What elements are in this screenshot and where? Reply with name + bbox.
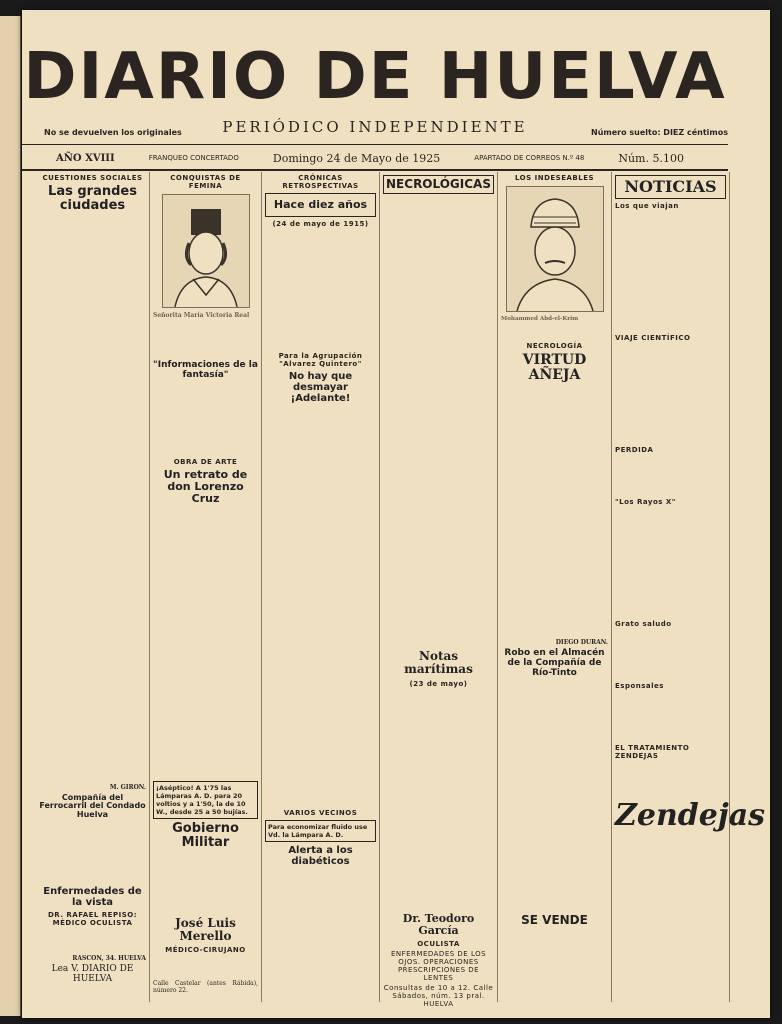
merello-title: MÉDICO-CIRUJANO: [165, 946, 246, 955]
adelante-headline: No hay que desmayar ¡Adelante!: [288, 371, 353, 405]
military-government-body: [153, 854, 258, 914]
maritime-body: [383, 690, 494, 910]
xrays-body: [615, 508, 726, 618]
portrait-headline: Un retrato de don Lorenzo Cruz: [163, 467, 248, 505]
ten-years-date: (24 de mayo de 1915): [272, 220, 369, 229]
ten-years-body: [265, 230, 376, 350]
agrupacion-kicker: Para la Agrupación "Alvarez Quintero": [278, 352, 363, 369]
maritime-headline: Notas marítimas: [404, 649, 473, 677]
for-sale-body: [501, 931, 608, 971]
virtud-signature: DIEGO DURAN.: [555, 638, 608, 646]
merello-address: Calle Castelar (antes Rábida), número 22.: [153, 980, 258, 995]
greeting-body: [615, 630, 726, 680]
masthead-subtitle: PERIÓDICO INDEPENDIENTE: [222, 118, 528, 136]
garcia-address: Consultas de 10 a 12. Calle Sábados, núm. 13 pral. HUELVA: [383, 983, 494, 1008]
masthead-title: DIARIO DE HUELVA: [23, 40, 727, 114]
engagement-subhead: Esponsales: [615, 681, 664, 690]
column-6: [612, 172, 766, 1002]
obituaries-body: [383, 197, 494, 647]
postage-label: FRANQUEO CONCERTADO: [148, 154, 239, 162]
necrologia-kicker: NECROLOGÍA: [526, 342, 583, 350]
military-government-headline: Gobierno Militar: [172, 821, 239, 851]
issue-number: Núm. 5.100: [618, 151, 684, 165]
eye-disease-title: Enfermedades de la vista: [43, 885, 142, 908]
lost-body: [615, 456, 726, 496]
eye-disease-address: RASCON, 34. HUELVA: [72, 954, 146, 962]
travellers-body: [615, 212, 726, 332]
read-diario-footer: Lea V. DIARIO DE HUELVA: [51, 963, 134, 984]
greeting-subhead: Grato saludo: [615, 619, 672, 628]
maritime-date: (23 de mayo): [409, 679, 468, 688]
top-rule: [22, 144, 728, 145]
xrays-subhead: "Los Rayos X": [615, 497, 676, 506]
garcia-services: ENFERMEDADES DE LOS OJOS. OPERACIONES PRESCRIPCIONES DE LENTES: [390, 949, 487, 982]
column-1-signature: M. GIRON.: [109, 783, 146, 791]
column-1-headline: Las grandes ciudades: [48, 184, 137, 214]
merello-name: José Luis Merello: [175, 915, 236, 943]
column-2-kicker: CONQUISTAS DE FEMINA: [170, 174, 241, 190]
eye-disease-subtitle: DR. RAFAEL REPISO: MÉDICO OCULISTA: [47, 910, 137, 927]
woman-portrait-drawing: [163, 195, 249, 307]
virtud-headline: VIRTUD AÑEJA: [522, 352, 587, 384]
news-headline: NOTICIAS: [615, 175, 726, 199]
woman-portrait-caption: [153, 312, 258, 358]
engagement-body: [615, 692, 726, 742]
rio-tinto-headline: Robo en el Almacén de la Compañía de Río-Tinto: [504, 647, 605, 678]
abd-el-krim-portrait: [506, 186, 604, 312]
column-1: [36, 172, 150, 1002]
column-1-kicker: CUESTIONES SOCIALES: [42, 174, 143, 182]
merello-body: [153, 956, 258, 980]
column-5-kicker: LOS INDESEABLES: [514, 174, 595, 182]
zendejas-logo: Zendejas: [615, 797, 766, 833]
fantasy-headline: "Informaciones de la fantasía": [153, 360, 258, 380]
garcia-name: Dr. Teodoro García: [402, 911, 475, 937]
price-notice: Número suelto: DIEZ céntimos: [591, 128, 728, 137]
scientific-trip-subhead: VIAJE CIENTÍFICO: [615, 333, 691, 342]
scientific-trip-body: [615, 344, 726, 444]
dateline-rule: [22, 169, 728, 171]
column-2: [150, 172, 262, 1002]
woman-portrait: [162, 194, 250, 308]
originals-notice: No se devuelven los originales: [44, 128, 182, 137]
po-box: APARTADO DE CORREOS N.º 48: [474, 154, 585, 162]
column-1-body: [39, 217, 146, 782]
column-3: [262, 172, 380, 1002]
woman-portrait-name: Señorita María Victoria Real: [153, 312, 250, 319]
ten-years-box: [265, 193, 376, 217]
for-sale-headline: SE VENDE: [521, 913, 588, 928]
travellers-subhead: Los que viajan: [615, 201, 679, 210]
garcia-title: OCULISTA: [417, 939, 460, 948]
column-5: [498, 172, 612, 1002]
column-4: [380, 172, 498, 1008]
rio-tinto-body: [501, 681, 608, 911]
dateline: [22, 148, 728, 168]
lost-subhead: PERDIDA: [615, 445, 654, 454]
eye-disease-body: [39, 929, 146, 953]
railway-notice-body: [39, 823, 146, 883]
zendejas-body: [615, 762, 726, 792]
ten-years-headline: Hace diez años: [273, 198, 368, 211]
diabetics-body: [265, 870, 376, 1010]
zendejas-subhead: EL TRATAMIENTO ZENDEJAS: [615, 743, 690, 760]
railway-notice-title: Compañía del Ferrocarril del Condado Huelva: [39, 792, 146, 820]
column-3-kicker: CRÓNICAS RETROSPECTIVAS: [282, 174, 359, 190]
diabetics-headline: Alerta a los diabéticos: [288, 845, 353, 868]
art-kicker: OBRA DE ARTE: [173, 457, 238, 466]
virtud-body: [501, 387, 608, 637]
zendejas-ad-body: [615, 839, 726, 909]
abd-el-krim-name: Mohammed Abd-el-Krim: [501, 316, 579, 322]
fantasy-body: [153, 384, 258, 456]
abd-el-krim-caption: [501, 316, 608, 340]
issue-date: Domingo 24 de Mayo de 1925: [272, 151, 441, 165]
portrait-body: [153, 508, 258, 778]
year-label: AÑO XVIII: [56, 152, 115, 164]
adjacent-page-edge: [0, 16, 21, 1016]
obituaries-headline: NECROLÓGICAS: [383, 175, 494, 194]
economize-advertisement: Para economizar fluido use Vd. la Lámpara A. D.: [265, 820, 376, 842]
adelante-body: [265, 407, 376, 807]
lamp-advertisement: ¡Aséptico! A 1'75 las Lámparas A. D. para 20 voltios y a 1'50, la de 10 W., desde 25 a 50 bujías.: [153, 781, 258, 819]
vecinos-signature: VARIOS VECINOS: [283, 809, 358, 818]
abd-el-krim-drawing: [507, 187, 603, 311]
